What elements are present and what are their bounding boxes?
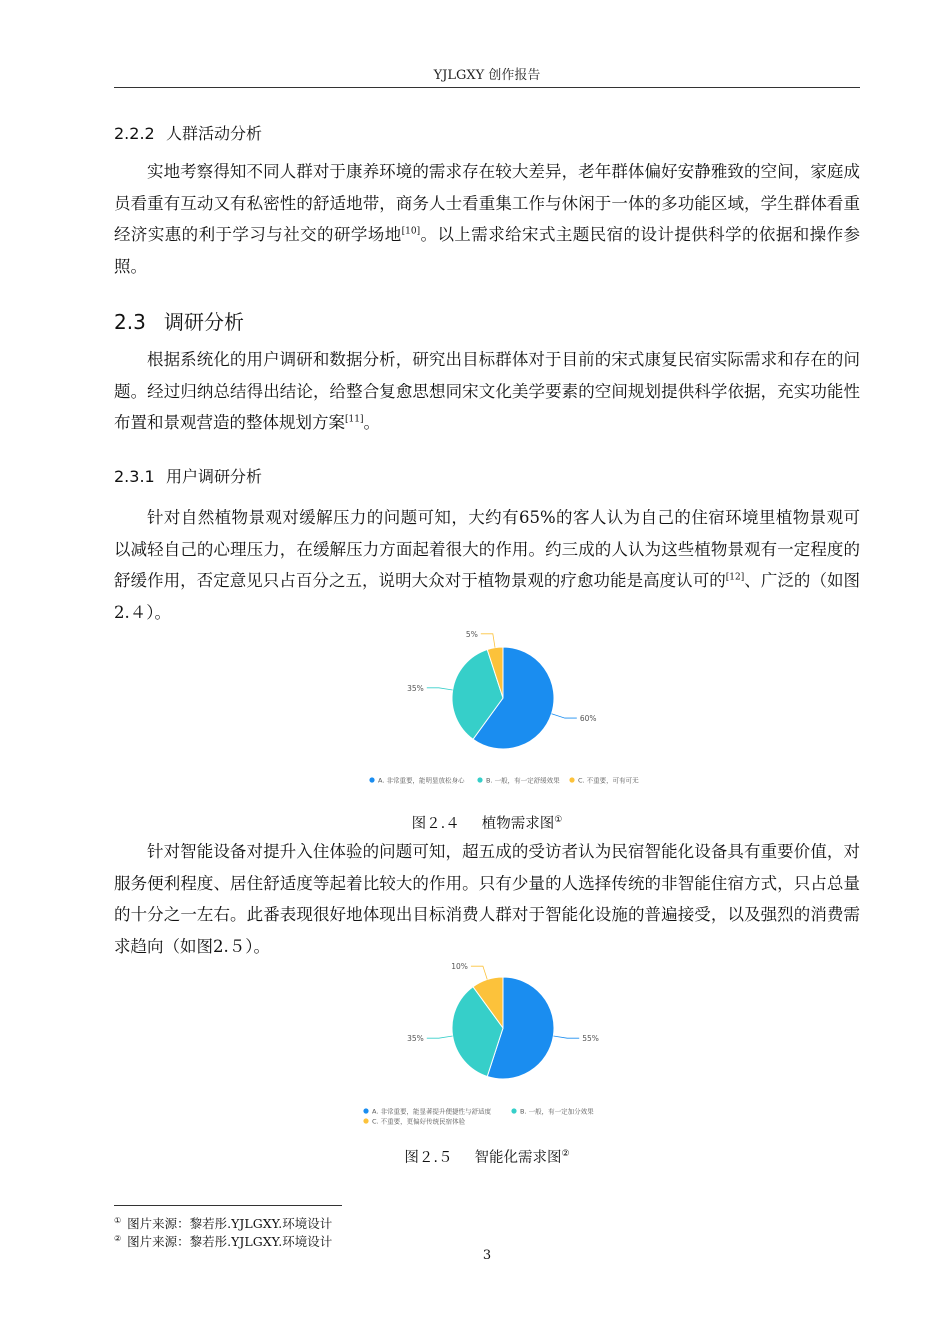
legend-swatch-2 (477, 777, 482, 782)
pie-data-label-2: 35% (407, 683, 424, 693)
pie-data-label-3: 10% (451, 962, 468, 972)
header-rule (114, 87, 860, 88)
pie-leader-line-3 (471, 966, 487, 979)
pie-data-label-1: 55% (582, 1034, 599, 1044)
section-heading-2-3-1 (114, 464, 262, 487)
legend-swatch-3 (569, 777, 574, 782)
figure-label: 图２.４ (411, 816, 460, 832)
pie-data-label-3: 5% (465, 629, 478, 639)
footnote-marker: ② (561, 1149, 570, 1160)
paragraph-tail: 、广泛的（如图2.４）。 (114, 571, 861, 622)
footnote-mark: ① (114, 1215, 122, 1225)
legend-swatch-1 (369, 777, 374, 782)
pie-chart-plant-demand (340, 620, 640, 795)
paragraph-text: 针对自然植物景观对缓解压力的问题可知，大约有65%的客人认为自己的住宿环境里植物景观可以减轻自己的心理压力，在缓解压力方面起着很大的作用。约三成的人认为这些植物景观有一定程度的舒缓作用，否定意见只占百分之五，说明大众对于植物景观的疗愈功能是高度认可的 (114, 508, 860, 590)
section-title: 调研分析 (164, 310, 244, 334)
pie-data-label-2: 35% (407, 1034, 424, 1044)
footnote-marker: ① (554, 815, 563, 826)
paragraph-text: 针对智能设备对提升入住体验的问题可知，超五成的受访者认为民宿智能化设备具有重要价值，对服务便利程度、居住舒适度等起着比较大的作用。只有少量的人选择传统的非智能住宿方式，只占总量的十分之一左右。此番表现很好地体现出目标消费人群对于智能化设施的普遍接受，以及强烈的消费需求趋向（如图2.５）。 (114, 842, 860, 956)
legend-swatch-1 (363, 1108, 368, 1113)
running-header: YJLGXY 创作报告 (433, 68, 541, 83)
page-number: 3 (482, 1248, 492, 1263)
footnote-rule (114, 1205, 342, 1206)
legend-label-2: B. 一般，有一定舒缓效果 (486, 776, 560, 785)
legend-label-1: A. 非常重要，能显著提升便捷性与舒适度 (372, 1107, 491, 1116)
paragraph-text: 实地考察得知不同人群对于康养环境的需求存在较大差异，老年群体偏好安静雅致的空间，家庭成员看重有互动又有私密性的舒适地带，商务人士看重集工作与休闲于一体的多功能区域，学生群体看重经济实惠的利于学习与社交的研学场地 (114, 162, 860, 244)
pie-leader-line-2 (427, 688, 453, 690)
pie-leader-line-2 (427, 1036, 453, 1038)
legend-label-3: C. 不重要，可有可无 (578, 776, 639, 785)
legend-swatch-2 (511, 1108, 516, 1113)
figure-title: 智能化需求图 (474, 1150, 562, 1166)
citation: [10] (401, 226, 421, 237)
paragraph-smart-devices (114, 836, 860, 962)
legend-label-2: B. 一般，有一定加分效果 (520, 1107, 594, 1116)
footnote-text: 图片来源：黎若彤.YJLGXY.环境设计 (127, 1216, 333, 1231)
footnote-mark: ② (114, 1233, 122, 1243)
footnote-1 (114, 1214, 332, 1232)
section-title: 用户调研分析 (166, 467, 263, 486)
citation: [11] (345, 414, 364, 425)
pie-leader-line-3 (481, 634, 495, 648)
figure-caption-2-4 (114, 812, 860, 833)
legend-label-1: A. 非常重要，能明显放松身心 (378, 776, 465, 785)
section-number: 2.3.1 (114, 467, 155, 486)
section-title: 人群活动分析 (166, 124, 263, 143)
section-heading-2-2-2 (114, 121, 262, 144)
legend-swatch-3 (363, 1118, 368, 1123)
section-number: 2.3 (114, 310, 146, 334)
pie-leader-line-1 (553, 1036, 579, 1038)
pie-chart-smart-demand (340, 960, 640, 1130)
paragraph-plant-landscape (114, 502, 860, 628)
paragraph-tail: 。以上需求给宋式主题民宿的设计提供科学的依据和操作参照。 (114, 225, 861, 276)
figure-label: 图２.５ (404, 1150, 453, 1166)
paragraph-research-analysis (114, 344, 860, 439)
pie-data-label-1: 60% (579, 714, 597, 724)
paragraph-crowd-analysis (114, 156, 860, 282)
legend-label-3: C. 不重要，更偏好传统民宿体验 (372, 1117, 466, 1126)
section-heading-2-3 (114, 306, 244, 335)
paragraph-tail: 。 (363, 413, 380, 432)
pie-leader-line-1 (552, 714, 577, 718)
citation: [12] (725, 572, 745, 583)
figure-title: 植物需求图 (481, 816, 555, 832)
paragraph-text: 根据系统化的用户调研和数据分析，研究出目标群体对于目前的宋式康复民宿实际需求和存在的问题。经过归纳总结得出结论，给整合复愈思想同宋文化美学要素的空间规划提供科学依据，充实功能性布置和景观营造的整体规划方案 (114, 350, 860, 432)
figure-caption-2-5 (114, 1146, 860, 1167)
section-number: 2.2.2 (114, 124, 155, 143)
footnote-text: 图片来源：黎若彤.YJLGXY.环境设计 (127, 1234, 333, 1249)
